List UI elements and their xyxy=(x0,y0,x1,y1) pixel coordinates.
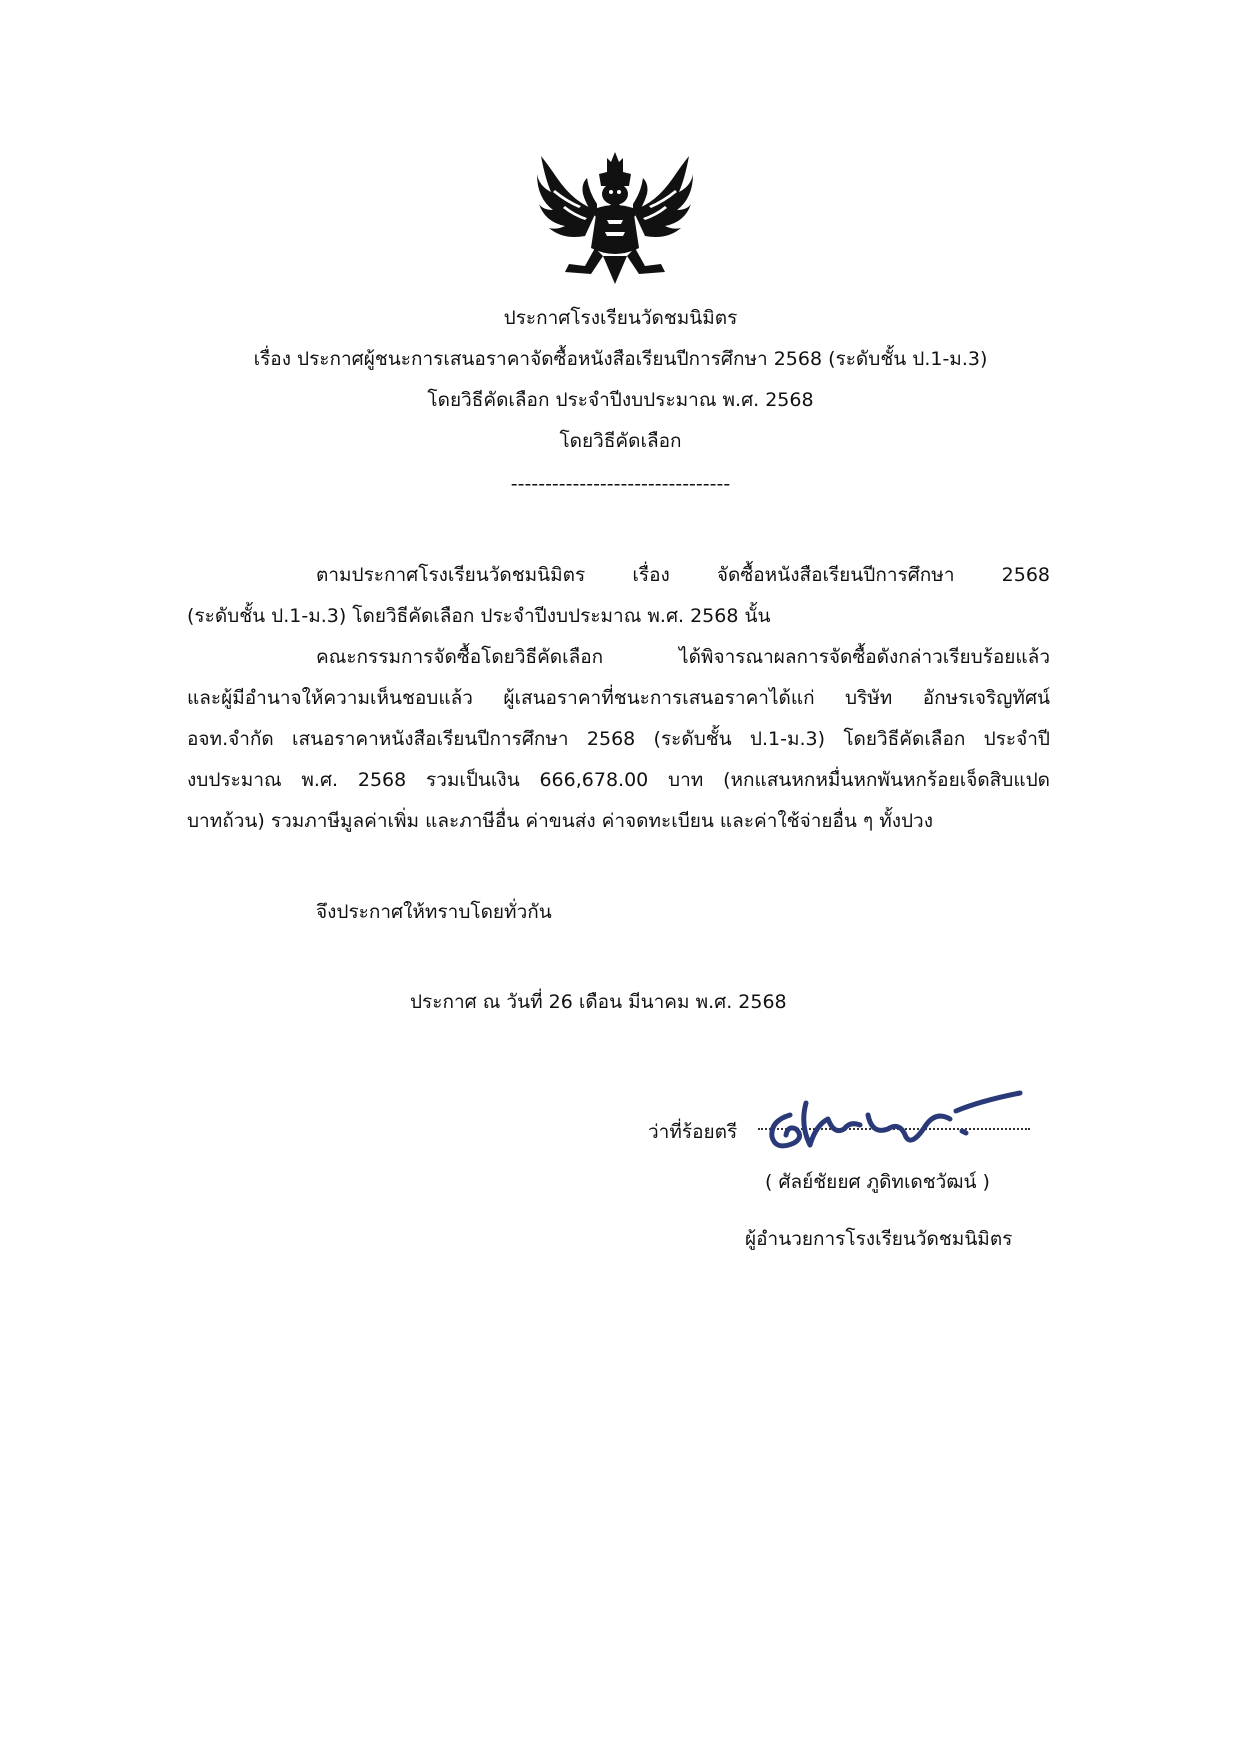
signer-rank: ว่าที่ร้อยตรี xyxy=(648,1121,738,1143)
paragraph-1-line-2: (ระดับชั้น ป.1-ม.3) โดยวิธีคัดเลือก ประจำปีงบประมาณ พ.ศ. 2568 นั้น xyxy=(187,605,771,627)
signer-name: ( ศัลย์ชัยยศ ภูดิทเดชวัฒน์ ) xyxy=(765,1171,990,1193)
handwritten-signature xyxy=(750,1085,1030,1165)
garuda-emblem-icon xyxy=(535,148,695,288)
paragraph-2-line-4: งบประมาณ พ.ศ. 2568 รวมเป็นเงิน 666,678.00 บาท (หกแสนหกหมื่นหกพันหกร้อยเจ็ดสิบแปด xyxy=(187,769,1050,791)
announcement-method-budget: โดยวิธีคัดเลือก ประจำปีงบประมาณ พ.ศ. 2568 xyxy=(427,389,814,411)
announcement-title: ประกาศโรงเรียนวัดชมนิมิตร xyxy=(503,307,738,329)
paragraph-2-line-3: อจท.จำกัด เสนอราคาหนังสือเรียนปีการศึกษา 2568 (ระดับชั้น ป.1-ม.3) โดยวิธีคัดเลือก ประจำปี xyxy=(187,728,1050,750)
paragraph-2-line-5: บาทถ้วน) รวมภาษีมูลค่าเพิ่ม และภาษีอื่น ค่าขนส่ง ค่าจดทะเบียน และค่าใช้จ่ายอื่น ๆ ทั้งปวง xyxy=(187,810,934,832)
announcement-method: โดยวิธีคัดเลือก xyxy=(559,430,682,452)
announcement-subject: เรื่อง ประกาศผู้ชนะการเสนอราคาจัดซื้อหนังสือเรียนปีการศึกษา 2568 (ระดับชั้น ป.1-ม.3) xyxy=(253,348,988,370)
closing-statement: จึงประกาศให้ทราบโดยทั่วกัน xyxy=(316,901,552,923)
signer-position: ผู้อำนวยการโรงเรียนวัดชมนิมิตร xyxy=(745,1228,1013,1250)
paragraph-1-line-1: ตามประกาศโรงเรียนวัดชมนิมิตร เรื่อง จัดซื้อหนังสือเรียนปีการศึกษา 2568 xyxy=(316,564,1050,586)
header-separator: -------------------------------- xyxy=(510,473,731,495)
paragraph-2-line-1: คณะกรรมการจัดซื้อโดยวิธีคัดเลือก ได้พิจารณาผลการจัดซื้อดังกล่าวเรียบร้อยแล้ว xyxy=(316,646,1050,668)
paragraph-2-line-2: และผู้มีอำนาจให้ความเห็นชอบแล้ว ผู้เสนอราคาที่ชนะการเสนอราคาได้แก่ บริษัท อักษรเจริญทัศน์ xyxy=(187,687,1050,709)
announcement-date: ประกาศ ณ วันที่ 26 เดือน มีนาคม พ.ศ. 2568 xyxy=(410,991,787,1013)
